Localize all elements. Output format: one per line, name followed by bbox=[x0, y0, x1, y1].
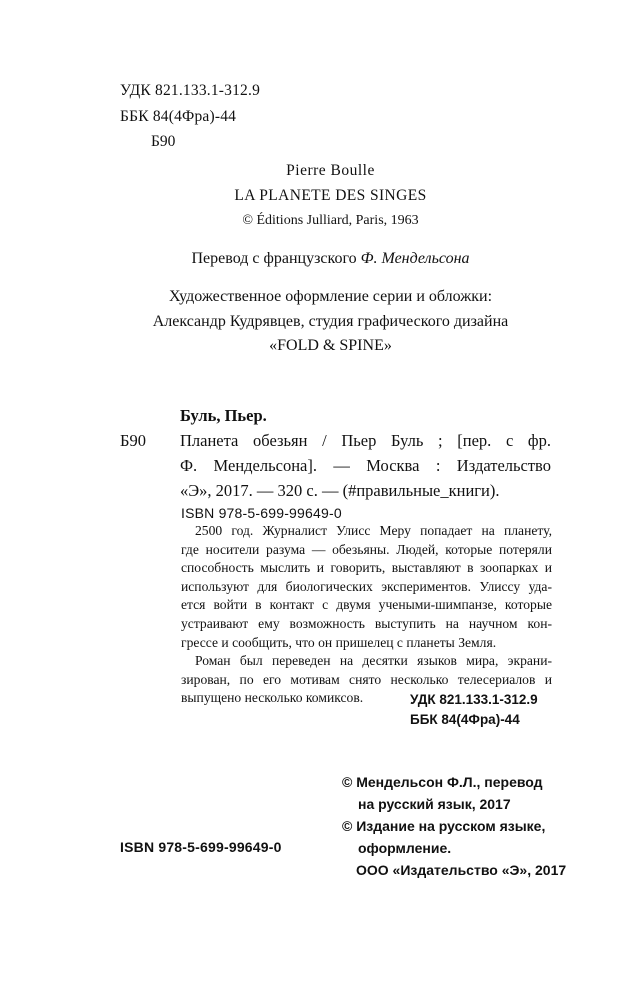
annotation-line: 2500 год. Журналист Улисс Меру попадает на планету, bbox=[195, 523, 552, 538]
design-credit-line: Александр Кудрявцев, студия графического дизайна bbox=[152, 313, 509, 330]
translation-credit bbox=[0, 250, 633, 268]
translation-prefix: Перевод с французского bbox=[191, 250, 361, 267]
copyright-line: на русский язык, 2017 bbox=[358, 796, 511, 812]
copyright-block bbox=[342, 771, 566, 881]
design-credit-line: «FOLD & SPINE» bbox=[269, 337, 392, 354]
design-credit-line: Художественное оформление серии и обложки: bbox=[168, 288, 493, 305]
copyright-line: © Издание на русском языке, bbox=[342, 818, 546, 834]
annotation-line: устраивают ему возможность выступить на научном кон- bbox=[181, 615, 552, 631]
copyright-line: ООО «Издательство «Э», 2017 bbox=[356, 862, 567, 878]
catalog-code: Б90 bbox=[120, 431, 146, 450]
catalog-description bbox=[180, 428, 551, 503]
annotation-line: ется войти в контакт с двумя учеными-шимпанзе, которые bbox=[181, 597, 552, 613]
udk-code: УДК 821.133.1-312.9 bbox=[120, 82, 261, 99]
catalog-author: Буль, Пьер. bbox=[180, 406, 267, 425]
author-mark: Б90 bbox=[151, 133, 176, 150]
catalog-description-line: Планета обезьян / Пьер Буль ; [пер. с фр. bbox=[180, 431, 551, 450]
annotation-line: где носители разума — обезьяны. Людей, которые потеряли bbox=[181, 541, 552, 557]
copyright-line: © Мендельсон Ф.Л., перевод bbox=[342, 774, 543, 790]
copyright-line: оформление. bbox=[358, 840, 452, 856]
annotation-line: выпущено несколько комиксов. bbox=[181, 690, 364, 706]
original-title: LA PLANETE DES SINGES bbox=[234, 187, 427, 204]
annotation-line: грессе и сообщить, что он пришелец с планеты Земля. bbox=[181, 634, 497, 650]
original-copyright: © Éditions Julliard, Paris, 1963 bbox=[242, 213, 419, 228]
annotation-line: способность мыслить и говорить, выставляют в зоопарках и bbox=[181, 560, 552, 576]
catalog-description-line: Ф. Мендельсона]. — Москва : Издательство bbox=[180, 456, 551, 475]
annotation-line: зирован, по его мотивам снято несколько телесериалов и bbox=[181, 671, 552, 687]
annotation bbox=[181, 522, 552, 708]
catalog-isbn: ISBN 978-5-699-99649-0 bbox=[181, 505, 342, 521]
bbk-code: ББК 84(4Фра)-44 bbox=[120, 108, 237, 125]
annotation-line: используют для биологических экспериментов. Улиссу уда- bbox=[181, 578, 552, 594]
annotation-line: Роман был переведен на десятки языков мира, экрани- bbox=[195, 653, 552, 669]
translator-name: Ф. Мендельсона bbox=[360, 250, 470, 267]
udk-code-right: УДК 821.133.1-312.9 bbox=[410, 692, 538, 707]
original-author: Pierre Boulle bbox=[286, 162, 375, 179]
bottom-isbn: ISBN 978-5-699-99649-0 bbox=[120, 839, 282, 855]
catalog-description-line: «Э», 2017. — 320 с. — (#правильные_книги). bbox=[180, 481, 500, 500]
bbk-code-right: ББК 84(4Фра)-44 bbox=[410, 712, 520, 727]
